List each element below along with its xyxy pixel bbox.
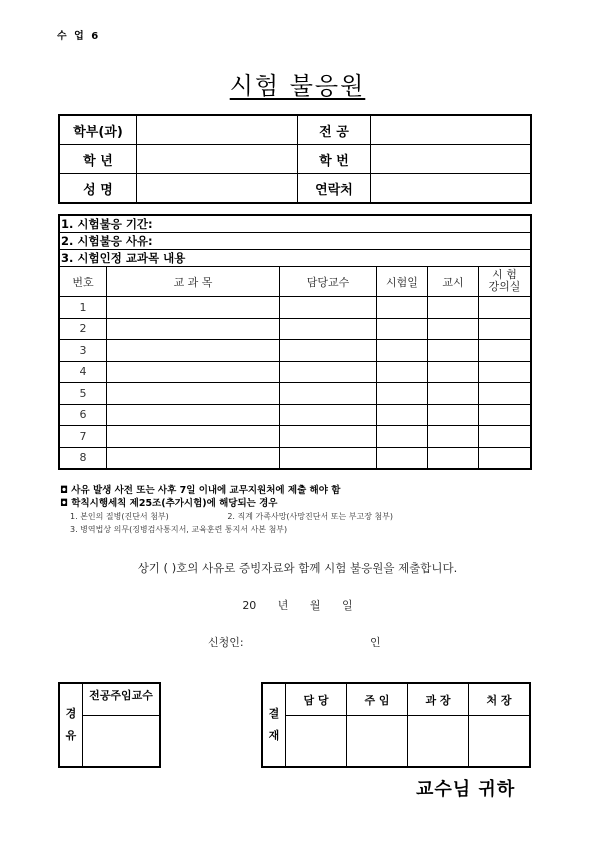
approval-col-3: 과 장 bbox=[408, 683, 469, 716]
note-case-2: 2. 직계 가족사망(사망진단서 또는 부고장 첨부) bbox=[227, 512, 394, 521]
note-regulation: ◘ 학칙시행세칙 제25조(추가시험)에 해당되는 경우 bbox=[60, 498, 278, 509]
table-row bbox=[59, 447, 531, 469]
row-number: 6 bbox=[59, 404, 107, 426]
table-row bbox=[59, 340, 531, 362]
row-number: 2 bbox=[59, 318, 107, 340]
professor-field[interactable] bbox=[280, 361, 377, 383]
year-label: 학 년 bbox=[59, 145, 137, 174]
row-number: 7 bbox=[59, 426, 107, 448]
note-case-1: 1. 본인의 질병(진단서 첨부) bbox=[70, 512, 169, 521]
table-row bbox=[59, 404, 531, 426]
table-row bbox=[59, 383, 531, 405]
approval-label: 결 재 bbox=[262, 683, 286, 767]
row-number: 8 bbox=[59, 447, 107, 469]
exam-date-field[interactable] bbox=[377, 361, 428, 383]
table-row bbox=[59, 318, 531, 340]
via-label: 경 유 bbox=[59, 683, 83, 767]
year-field[interactable] bbox=[137, 145, 298, 174]
period-field[interactable] bbox=[428, 318, 479, 340]
course-name-field[interactable] bbox=[107, 404, 280, 426]
student-no-field[interactable] bbox=[371, 145, 532, 174]
approval-col-2: 주 임 bbox=[347, 683, 408, 716]
exam-date-field[interactable] bbox=[377, 426, 428, 448]
exam-date-field[interactable] bbox=[377, 404, 428, 426]
period-field[interactable] bbox=[428, 340, 479, 362]
via-role: 전공주임교수 bbox=[83, 683, 161, 716]
exam-date-field[interactable] bbox=[377, 318, 428, 340]
course-name-field[interactable] bbox=[107, 340, 280, 362]
seal-mark: 인 bbox=[370, 636, 381, 649]
col-period: 교시 bbox=[428, 267, 479, 297]
contact-field[interactable] bbox=[371, 174, 532, 204]
professor-field[interactable] bbox=[280, 383, 377, 405]
exam-date-field[interactable] bbox=[377, 383, 428, 405]
professor-field[interactable] bbox=[280, 297, 377, 319]
course-name-field[interactable] bbox=[107, 361, 280, 383]
exam-room-field[interactable] bbox=[479, 361, 532, 383]
approval-table bbox=[261, 682, 531, 768]
professor-field[interactable] bbox=[280, 404, 377, 426]
note-case-3: 3. 병역법상 의무(징병검사통지서, 교육훈련 통지서 사본 첨부) bbox=[70, 525, 288, 534]
department-label: 학부(과) bbox=[59, 115, 137, 145]
major-label: 전 공 bbox=[298, 115, 371, 145]
row-number: 1 bbox=[59, 297, 107, 319]
period-field[interactable] bbox=[428, 404, 479, 426]
course-name-field[interactable] bbox=[107, 383, 280, 405]
course-name-field[interactable] bbox=[107, 426, 280, 448]
title-text: 시험 불응원 bbox=[229, 72, 366, 100]
department-field[interactable] bbox=[137, 115, 298, 145]
period-field[interactable] bbox=[428, 297, 479, 319]
col-exam-room bbox=[479, 267, 532, 297]
exam-date-field[interactable] bbox=[377, 447, 428, 469]
note-deadline: ◘ 사유 발생 사전 또는 사후 7일 이내에 교무지원처에 제출 해야 함 bbox=[60, 485, 341, 496]
professor-field[interactable] bbox=[280, 426, 377, 448]
approval-col-4: 처 장 bbox=[469, 683, 531, 716]
notes bbox=[60, 484, 393, 536]
row-number: 4 bbox=[59, 361, 107, 383]
absence-period-field[interactable]: 1. 시험불응 기간: bbox=[59, 215, 531, 233]
absence-reason-field[interactable]: 2. 시험불응 사유: bbox=[59, 233, 531, 250]
table-row bbox=[59, 426, 531, 448]
via-sign-field[interactable] bbox=[83, 716, 161, 768]
row-number: 5 bbox=[59, 383, 107, 405]
row-number: 3 bbox=[59, 340, 107, 362]
form-number: 수 업 6 bbox=[57, 31, 101, 42]
period-field[interactable] bbox=[428, 426, 479, 448]
exam-room-field[interactable] bbox=[479, 383, 532, 405]
major-field[interactable] bbox=[371, 115, 532, 145]
student-no-label: 학 번 bbox=[298, 145, 371, 174]
approval-sign-1[interactable] bbox=[286, 716, 347, 767]
approval-sign-3[interactable] bbox=[408, 716, 469, 767]
exam-room-field[interactable] bbox=[479, 318, 532, 340]
exam-room-field[interactable] bbox=[479, 297, 532, 319]
col-exam-room-text: 시 험 강의실 bbox=[488, 268, 521, 293]
period-field[interactable] bbox=[428, 383, 479, 405]
addressee: 교수님 귀하 bbox=[416, 779, 516, 800]
exam-date-field[interactable] bbox=[377, 340, 428, 362]
professor-field[interactable] bbox=[280, 447, 377, 469]
approval-sign-4[interactable] bbox=[469, 716, 531, 767]
approval-sign-2[interactable] bbox=[347, 716, 408, 767]
student-info-table bbox=[58, 114, 532, 204]
exam-room-field[interactable] bbox=[479, 426, 532, 448]
period-field[interactable] bbox=[428, 447, 479, 469]
col-professor: 담당교수 bbox=[280, 267, 377, 297]
col-exam-date: 시험일 bbox=[377, 267, 428, 297]
col-number: 번호 bbox=[59, 267, 107, 297]
course-name-field[interactable] bbox=[107, 318, 280, 340]
contact-label: 연락처 bbox=[298, 174, 371, 204]
professor-field[interactable] bbox=[280, 318, 377, 340]
exam-room-field[interactable] bbox=[479, 447, 532, 469]
statement: 상기 ( )호의 사유로 증빙자료와 함께 시험 불응원을 제출합니다. bbox=[137, 561, 458, 575]
col-course: 교 과 목 bbox=[107, 267, 280, 297]
date-line: 20 년 월 일 bbox=[242, 599, 353, 612]
applicant-label: 신청인: bbox=[208, 636, 244, 649]
exam-room-field[interactable] bbox=[479, 404, 532, 426]
name-field[interactable] bbox=[137, 174, 298, 204]
course-name-field[interactable] bbox=[107, 297, 280, 319]
exam-room-field[interactable] bbox=[479, 340, 532, 362]
page-title bbox=[0, 66, 595, 101]
via-table bbox=[58, 682, 161, 768]
table-row bbox=[59, 297, 531, 319]
exam-date-field[interactable] bbox=[377, 297, 428, 319]
period-field[interactable] bbox=[428, 361, 479, 383]
name-label: 성 명 bbox=[59, 174, 137, 204]
course-table bbox=[58, 214, 532, 470]
table-row bbox=[59, 361, 531, 383]
approval-col-1: 담 당 bbox=[286, 683, 347, 716]
professor-field[interactable] bbox=[280, 340, 377, 362]
course-name-field[interactable] bbox=[107, 447, 280, 469]
course-section-title: 3. 시험인정 교과목 내용 bbox=[59, 250, 531, 267]
